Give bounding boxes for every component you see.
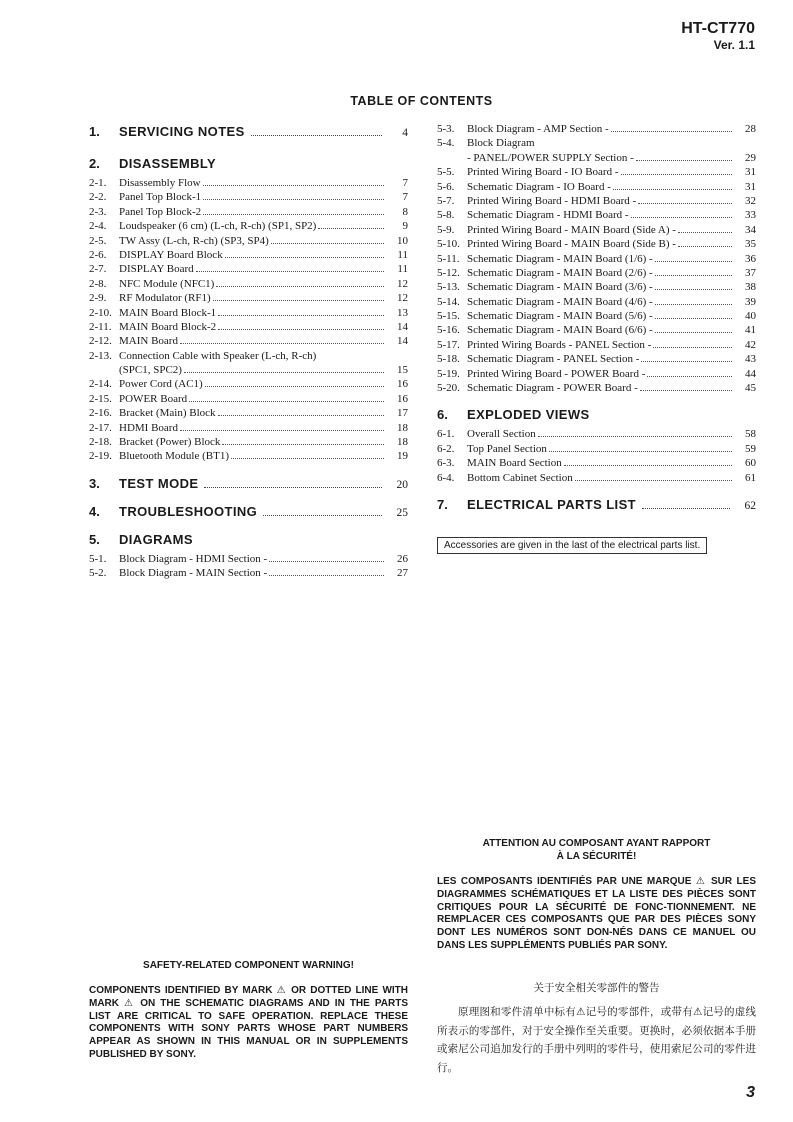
- item-title: Schematic Diagram - MAIN Board (5/6) -: [467, 310, 653, 323]
- toc-item[interactable]: [437, 136, 756, 150]
- item-number: 2-5.: [89, 234, 107, 247]
- item-number: 5-16.: [437, 324, 460, 337]
- item-page: 59: [745, 442, 756, 455]
- item-number: 6-4.: [437, 471, 455, 484]
- item-title: Schematic Diagram - PANEL Section -: [467, 353, 640, 366]
- item-number: 5-5.: [437, 166, 455, 179]
- accessories-note: Accessories are given in the last of the electrical parts list.: [437, 537, 707, 554]
- item-page: 12: [397, 277, 408, 290]
- toc-left-column: [89, 122, 408, 581]
- section-5-items-right: [437, 122, 756, 395]
- item-number: 2-17.: [89, 421, 112, 434]
- item-page: 29: [745, 151, 756, 164]
- item-number: 6-1.: [437, 428, 455, 441]
- dot-leader: [647, 376, 732, 377]
- item-title: Overall Section: [467, 428, 536, 441]
- toc-item[interactable]: [89, 306, 408, 320]
- toc-item[interactable]: [89, 566, 408, 580]
- item-number: 5-7.: [437, 194, 455, 207]
- item-page: 42: [745, 338, 756, 351]
- item-title: Bracket (Power) Block: [119, 436, 221, 449]
- item-title-continued: (SPC1, SPC2): [119, 364, 182, 377]
- item-title: MAIN Board Block-2: [119, 320, 217, 333]
- section-number: 6.: [437, 407, 448, 423]
- item-number: 5-13.: [437, 281, 460, 294]
- dot-leader: [271, 243, 384, 244]
- item-number: 5-8.: [437, 209, 455, 222]
- dot-leader: [203, 199, 384, 200]
- dot-leader: [180, 430, 384, 431]
- toc-item[interactable]: [437, 367, 756, 381]
- item-page: 28: [745, 123, 756, 135]
- toc-item[interactable]: [89, 334, 408, 348]
- dot-leader: [196, 271, 384, 272]
- item-page: 7: [402, 191, 408, 204]
- dot-leader: [216, 286, 384, 287]
- section-5-items-left: [89, 552, 408, 581]
- item-title: Connection Cable with Speaker (L-ch, R-ch): [119, 349, 317, 362]
- dot-leader: [269, 575, 384, 576]
- toc-title: TABLE OF CONTENTS: [350, 94, 493, 108]
- item-number: 5-17.: [437, 338, 460, 351]
- toc-item[interactable]: [437, 194, 756, 208]
- item-title: HDMI Board: [119, 421, 178, 434]
- dot-leader: [251, 135, 382, 136]
- item-page: 9: [402, 220, 408, 233]
- item-page: 43: [745, 353, 756, 366]
- item-title: TW Assy (L-ch, R-ch) (SP3, SP4): [119, 234, 269, 247]
- toc-item[interactable]: [89, 277, 408, 291]
- safety-fr-title: [437, 837, 756, 863]
- toc-item[interactable]: [437, 252, 756, 266]
- section-title: TROUBLESHOOTING: [119, 503, 258, 519]
- item-page: 18: [397, 436, 408, 449]
- item-page: 32: [745, 194, 756, 207]
- item-number: 2-14.: [89, 378, 112, 391]
- item-page: 12: [397, 292, 408, 305]
- item-title: Panel Top Block-1: [119, 191, 202, 204]
- item-title: Block Diagram - HDMI Section -: [119, 552, 268, 565]
- version-label: Ver. 1.1: [713, 38, 755, 52]
- dot-leader: [225, 257, 384, 258]
- dot-leader: [638, 203, 732, 204]
- section-title: ELECTRICAL PARTS LIST: [467, 496, 636, 512]
- toc-item[interactable]: [89, 349, 408, 363]
- dot-leader: [549, 451, 732, 452]
- dot-leader: [636, 160, 732, 161]
- dot-leader: [640, 390, 732, 391]
- item-title: Printed Wiring Board - MAIN Board (Side B) -: [467, 238, 676, 251]
- item-title: Power Cord (AC1): [119, 378, 203, 391]
- item-title: RF Modulator (RF1): [119, 292, 211, 305]
- item-number: 5-6.: [437, 180, 455, 193]
- item-title: Schematic Diagram - MAIN Board (4/6) -: [467, 295, 653, 308]
- item-number: 5-19.: [437, 367, 460, 380]
- toc-item[interactable]: [437, 456, 756, 470]
- toc-item[interactable]: [437, 208, 756, 222]
- safety-en-title: SAFETY-RELATED COMPONENT WARNING!: [143, 960, 354, 971]
- toc-item[interactable]: [89, 190, 408, 204]
- item-page: 34: [745, 223, 756, 236]
- toc-item[interactable]: [89, 219, 408, 233]
- item-number: 5-1.: [89, 552, 107, 565]
- item-number: 5-15.: [437, 310, 460, 323]
- dot-leader: [538, 436, 732, 437]
- dot-leader: [655, 304, 732, 305]
- item-title: Bottom Cabinet Section: [467, 471, 573, 484]
- toc-item[interactable]: [89, 421, 408, 435]
- item-page: 11: [397, 248, 408, 261]
- item-number: 2-15.: [89, 392, 112, 405]
- page-number: 3: [746, 1084, 755, 1101]
- item-title: Loudspeaker (6 cm) (L-ch, R-ch) (SP1, SP2): [119, 220, 317, 233]
- toc-item[interactable]: [437, 352, 756, 366]
- toc-item[interactable]: [89, 262, 408, 276]
- item-title: MAIN Board Section: [467, 457, 562, 470]
- item-page: 60: [745, 457, 756, 470]
- item-number: 5-4.: [437, 137, 455, 150]
- item-page: 16: [397, 378, 408, 391]
- toc-section-1[interactable]: [89, 124, 408, 144]
- item-number: 5-18.: [437, 353, 460, 366]
- item-number: 2-12.: [89, 335, 112, 348]
- section-2-items: [89, 176, 408, 464]
- dot-leader: [180, 343, 384, 344]
- dot-leader: [269, 561, 384, 562]
- dot-leader: [318, 228, 384, 229]
- item-number: 2-7.: [89, 263, 107, 276]
- item-number: 2-2.: [89, 191, 107, 204]
- dot-leader: [655, 332, 732, 333]
- item-title: Printed Wiring Board - MAIN Board (Side A) -: [467, 223, 676, 236]
- item-number: 2-18.: [89, 436, 112, 449]
- toc-item[interactable]: [89, 435, 408, 449]
- item-title: Schematic Diagram - POWER Board -: [467, 382, 638, 395]
- item-page: 19: [397, 450, 408, 463]
- item-page: 58: [745, 428, 756, 441]
- item-title: Bracket (Main) Block: [119, 407, 216, 420]
- toc-item[interactable]: [89, 248, 408, 262]
- item-page: 44: [745, 367, 756, 380]
- section-page: 25: [396, 506, 408, 519]
- item-number: 5-2.: [89, 567, 107, 580]
- section-title: DISASSEMBLY: [119, 156, 217, 171]
- dot-leader: [655, 318, 732, 319]
- toc-item[interactable]: [89, 449, 408, 463]
- item-page: 61: [745, 471, 756, 484]
- dot-leader: [218, 329, 384, 330]
- toc-right-column: [437, 122, 756, 517]
- section-number: 4.: [89, 503, 100, 519]
- item-number: 5-11.: [437, 252, 460, 265]
- dot-leader: [203, 185, 384, 186]
- toc-item[interactable]: [437, 295, 756, 309]
- dot-leader: [678, 246, 732, 247]
- safety-cn-body: 原理图和零件清单中标有⚠记号的零部件，或带有⚠记号的虚线所表示的零部件，对于安全操作至关重要。更换时，必须依据本手册或索尼公司追加发行的手册中列明的零件号，使用索尼公司的零件进行。: [437, 1006, 756, 1074]
- dot-leader: [575, 480, 732, 481]
- item-number: 5-14.: [437, 295, 460, 308]
- dot-leader: [564, 465, 732, 466]
- section-number: 2.: [89, 156, 100, 171]
- safety-cn-title: 关于安全相关零部件的警告: [533, 982, 660, 994]
- item-page: 14: [397, 335, 408, 348]
- toc-item[interactable]: [437, 323, 756, 337]
- item-title: Schematic Diagram - IO Board -: [467, 180, 611, 193]
- item-page: 36: [745, 252, 756, 265]
- item-number: 5-9.: [437, 223, 455, 236]
- dot-leader: [204, 487, 382, 488]
- safety-fr-body: LES COMPOSANTS IDENTIFIÉS PAR UNE MARQUE ⚠ SUR LES DIAGRAMMES SCHÉMATIQUES ET LA LISTE DES PIÈCES SONT CRITIQUES POUR LA SÉCURITÉ DE FONC-TIONNEMENT. NE REMPLACER CES COMPOSANTS QUE PAR DES PIÈCES SONY DONT LES NUMÉROS SONT DON-NÉS DANS CE MANUEL OU DANS LES SUPPLÉMENTS PUBLIÉS PAR SONY.: [437, 876, 756, 951]
- item-number: 2-9.: [89, 292, 107, 305]
- dot-leader: [641, 361, 732, 362]
- model-number: HT-CT770: [681, 20, 755, 37]
- toc-item[interactable]: [89, 234, 408, 248]
- item-title: Panel Top Block-2: [119, 205, 202, 218]
- toc-section-6: [437, 407, 756, 427]
- item-page: 31: [745, 180, 756, 193]
- section-title: EXPLODED VIEWS: [467, 407, 590, 423]
- item-title: Block Diagram - AMP Section -: [467, 123, 609, 135]
- item-page: 17: [397, 407, 408, 420]
- item-title: MAIN Board Block-1: [119, 306, 217, 319]
- dot-leader: [653, 347, 732, 348]
- section-title: DIAGRAMS: [119, 531, 193, 547]
- section-number: 1.: [89, 124, 100, 139]
- item-number: 2-4.: [89, 220, 107, 233]
- item-title: Schematic Diagram - MAIN Board (1/6) -: [467, 252, 653, 265]
- toc-item[interactable]: [89, 377, 408, 391]
- section-number: 3.: [89, 475, 100, 491]
- section-page: 4: [402, 127, 408, 139]
- item-page: 13: [397, 306, 408, 319]
- section-number: 5.: [89, 531, 100, 547]
- dot-leader: [631, 217, 732, 218]
- item-title: Bluetooth Module (BT1): [119, 450, 229, 463]
- item-number: 2-13.: [89, 349, 112, 362]
- dot-leader: [184, 372, 384, 373]
- dot-leader: [655, 275, 732, 276]
- toc-item-continued[interactable]: [89, 363, 408, 377]
- item-number: 2-19.: [89, 450, 112, 463]
- section-6-items: [437, 427, 756, 485]
- section-number: 7.: [437, 496, 448, 512]
- toc-item[interactable]: [437, 442, 756, 456]
- dot-leader: [263, 515, 382, 516]
- item-title: Printed Wiring Board - HDMI Board -: [467, 194, 637, 207]
- dot-leader: [205, 386, 384, 387]
- toc-section-3[interactable]: [89, 476, 408, 496]
- dot-leader: [642, 508, 730, 509]
- toc-item[interactable]: [437, 381, 756, 395]
- item-page: 14: [397, 320, 408, 333]
- item-number: 2-6.: [89, 248, 107, 261]
- dot-leader: [655, 261, 732, 262]
- safety-fr-title-line2: À LA SÉCURITÉ!: [556, 851, 637, 862]
- dot-leader: [203, 214, 384, 215]
- item-title: Block Diagram: [467, 137, 535, 150]
- item-page: 16: [397, 392, 408, 405]
- toc-item[interactable]: [89, 291, 408, 305]
- item-title: POWER Board: [119, 392, 188, 405]
- item-title: Printed Wiring Board - IO Board -: [467, 166, 619, 179]
- item-number: 5-12.: [437, 266, 460, 279]
- item-number: 2-3.: [89, 205, 107, 218]
- section-page: 62: [744, 499, 756, 512]
- item-title: Schematic Diagram - MAIN Board (6/6) -: [467, 324, 653, 337]
- toc-item[interactable]: [437, 266, 756, 280]
- dot-leader: [189, 401, 384, 402]
- section-title: TEST MODE: [119, 475, 199, 491]
- item-title: Schematic Diagram - MAIN Board (2/6) -: [467, 266, 653, 279]
- item-page: 33: [745, 209, 756, 222]
- toc-section-7[interactable]: [437, 497, 756, 517]
- toc-item[interactable]: [437, 338, 756, 352]
- item-title: DISPLAY Board: [119, 263, 194, 276]
- item-number: 6-3.: [437, 457, 455, 470]
- item-page: 35: [745, 238, 756, 251]
- dot-leader: [621, 174, 733, 175]
- toc-section-2: [89, 156, 408, 176]
- dot-leader: [222, 444, 384, 445]
- dot-leader: [218, 315, 384, 316]
- item-number: 2-10.: [89, 306, 112, 319]
- dot-leader: [218, 415, 384, 416]
- section-title: SERVICING NOTES: [119, 124, 245, 139]
- item-number: 5-10.: [437, 238, 460, 251]
- item-title: NFC Module (NFC1): [119, 277, 215, 290]
- item-page: 10: [397, 234, 408, 247]
- item-page: 39: [745, 295, 756, 308]
- safety-fr-title-line1: ATTENTION AU COMPOSANT AYANT RAPPORT: [482, 838, 711, 849]
- item-number: 5-20.: [437, 382, 460, 395]
- section-page: 20: [396, 478, 408, 491]
- item-number: 6-2.: [437, 442, 455, 455]
- item-page: 31: [745, 166, 756, 179]
- item-title: Printed Wiring Board - POWER Board -: [467, 367, 646, 380]
- item-title: Schematic Diagram - HDMI Board -: [467, 209, 629, 222]
- item-page: 38: [745, 281, 756, 294]
- toc-item-continued[interactable]: [437, 151, 756, 165]
- toc-item[interactable]: [89, 176, 408, 190]
- toc-item[interactable]: [437, 471, 756, 485]
- toc-item[interactable]: [437, 122, 756, 136]
- toc-item[interactable]: [437, 180, 756, 194]
- item-page: 11: [397, 263, 408, 276]
- dot-leader: [213, 300, 384, 301]
- item-page: 26: [397, 552, 408, 565]
- toc-section-5: [89, 532, 408, 552]
- item-number: 2-16.: [89, 407, 112, 420]
- item-title: Schematic Diagram - MAIN Board (3/6) -: [467, 281, 653, 294]
- item-number: 2-8.: [89, 277, 107, 290]
- item-title: Disassembly Flow: [119, 177, 201, 189]
- item-page: 18: [397, 421, 408, 434]
- item-title: Top Panel Section: [467, 442, 547, 455]
- item-page: 15: [397, 364, 408, 377]
- dot-leader: [613, 189, 732, 190]
- item-page: 8: [402, 205, 408, 218]
- item-title: Printed Wiring Boards - PANEL Section -: [467, 338, 652, 351]
- toc-item[interactable]: [437, 165, 756, 179]
- dot-leader: [231, 458, 384, 459]
- item-title: MAIN Board: [119, 335, 178, 348]
- toc-item[interactable]: [89, 552, 408, 566]
- item-page: 45: [745, 382, 756, 395]
- dot-leader: [678, 232, 732, 233]
- toc-item[interactable]: [89, 205, 408, 219]
- toc-item[interactable]: [89, 392, 408, 406]
- toc-item[interactable]: [89, 406, 408, 420]
- item-page: 27: [397, 567, 408, 580]
- toc-item[interactable]: [437, 427, 756, 441]
- toc-section-4[interactable]: [89, 504, 408, 524]
- safety-en-body: COMPONENTS IDENTIFIED BY MARK ⚠ OR DOTTED LINE WITH MARK ⚠ ON THE SCHEMATIC DIAGRAMS AND IN THE PARTS LIST ARE CRITICAL TO SAFE OPERATION. REPLACE THESE COMPONENTS WITH SONY PARTS WHOSE PART NUMBERS APPEAR AS SHOWN IN THIS MANUAL OR IN SUPPLEMENTS PUBLISHED BY SONY.: [89, 985, 408, 1060]
- item-title-continued: - PANEL/POWER SUPPLY Section -: [467, 151, 634, 164]
- item-number: 2-1.: [89, 177, 107, 189]
- toc-item[interactable]: [437, 280, 756, 294]
- toc-item[interactable]: [437, 223, 756, 237]
- item-number: 2-11.: [89, 320, 112, 333]
- dot-leader: [611, 131, 732, 132]
- item-page: 41: [745, 324, 756, 337]
- toc-item[interactable]: [437, 309, 756, 323]
- toc-item[interactable]: [437, 237, 756, 251]
- item-page: 37: [745, 266, 756, 279]
- item-number: 5-3.: [437, 123, 455, 135]
- item-title: DISPLAY Board Block: [119, 248, 223, 261]
- item-page: 7: [402, 177, 408, 189]
- item-title: Block Diagram - MAIN Section -: [119, 567, 268, 580]
- dot-leader: [655, 289, 732, 290]
- toc-item[interactable]: [89, 320, 408, 334]
- item-page: 40: [745, 310, 756, 323]
